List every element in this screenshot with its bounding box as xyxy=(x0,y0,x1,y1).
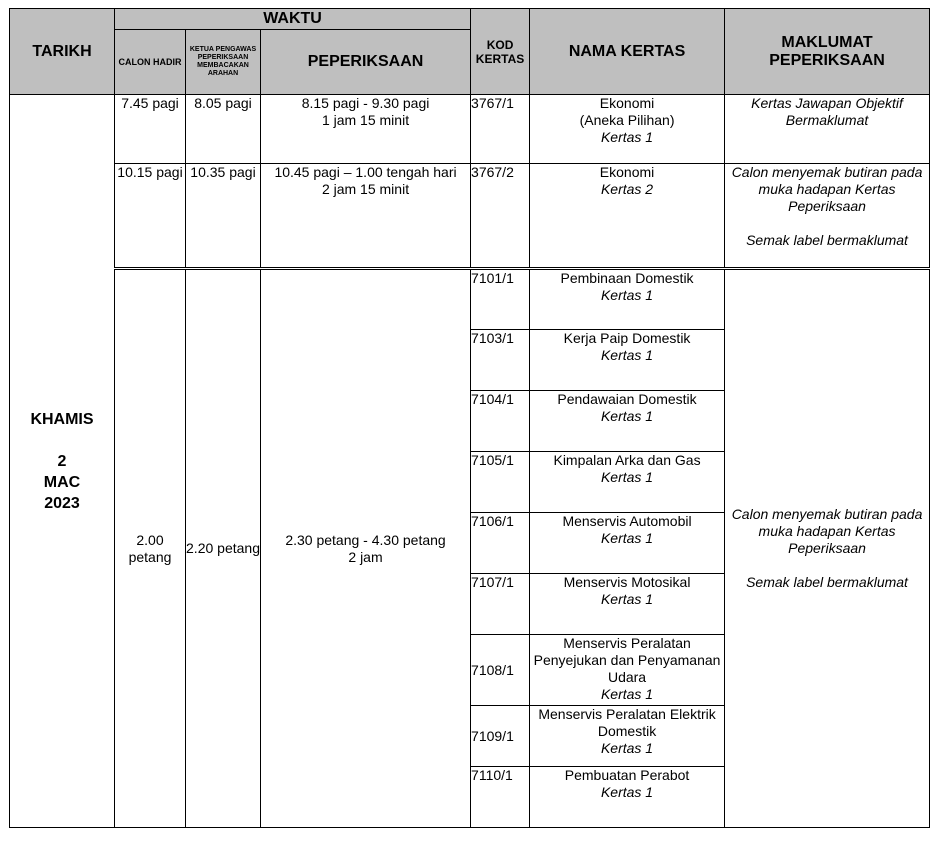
paper-title: Ekonomi xyxy=(599,164,655,180)
paper-title: Pembuatan Perabot xyxy=(564,767,690,783)
header-ketua-pengawas: KETUA PENGAWAS PEPERIKSAAN MEMBACAKAN ARAHAN xyxy=(186,30,261,95)
paper-code: 3767/1 xyxy=(471,95,530,164)
paper-title: Pendawaian Domestik xyxy=(557,391,697,407)
paper-number: Kertas 1 xyxy=(600,129,654,145)
exam-time xyxy=(261,164,471,269)
ketua-pengawas-time: 2.20 petang xyxy=(186,269,261,828)
exam-time-range: 8.15 pagi - 9.30 pagi xyxy=(301,95,430,111)
exam-duration: 1 jam 15 minit xyxy=(321,112,410,128)
paper-code: 7105/1 xyxy=(471,452,530,513)
exam-info-note: Calon menyemak butiran pada muka hadapan Kertas Peperiksaan xyxy=(731,506,923,556)
header-calon-hadir: CALON HADIR xyxy=(115,30,186,95)
paper-name xyxy=(530,269,725,330)
exam-time xyxy=(261,95,471,164)
date-number: 2 xyxy=(57,452,67,470)
header-maklumat-peperiksaan: MAKLUMAT PEPERIKSAAN xyxy=(725,9,930,95)
table-row xyxy=(10,95,930,164)
header-waktu: WAKTU xyxy=(115,9,471,30)
paper-title: Pembinaan Domestik xyxy=(560,270,694,286)
paper-name xyxy=(530,452,725,513)
paper-code: 7103/1 xyxy=(471,330,530,391)
paper-name xyxy=(530,330,725,391)
paper-number: Kertas 1 xyxy=(600,591,654,607)
paper-code: 7101/1 xyxy=(471,269,530,330)
paper-number: Kertas 2 xyxy=(600,181,654,197)
paper-title: Ekonomi xyxy=(599,95,655,111)
header-kod-kertas: KOD KERTAS xyxy=(471,9,530,95)
paper-number: Kertas 1 xyxy=(600,784,654,800)
paper-code: 3767/2 xyxy=(471,164,530,269)
paper-code: 7107/1 xyxy=(471,574,530,635)
paper-number: Kertas 1 xyxy=(600,740,654,756)
exam-info-note: Calon menyemak butiran pada muka hadapan Kertas Peperiksaan xyxy=(731,164,923,214)
paper-name xyxy=(530,767,725,828)
paper-number: Kertas 1 xyxy=(600,686,654,702)
exam-schedule-table xyxy=(9,8,930,828)
table-row xyxy=(10,269,930,330)
exam-info-label: Semak label bermaklumat xyxy=(746,232,908,248)
calon-hadir-time: 7.45 pagi xyxy=(115,95,186,164)
paper-title: Menservis Automobil xyxy=(562,513,692,529)
table-row xyxy=(10,164,930,269)
paper-name xyxy=(530,164,725,269)
exam-info xyxy=(725,269,930,828)
paper-name xyxy=(530,391,725,452)
exam-duration: 2 jam xyxy=(348,548,383,565)
paper-name xyxy=(530,95,725,164)
paper-code: 7108/1 xyxy=(471,635,530,706)
exam-date xyxy=(10,95,115,828)
paper-name xyxy=(530,513,725,574)
calon-hadir-time: 2.00 petang xyxy=(115,269,186,828)
header-tarikh: TARIKH xyxy=(10,9,115,95)
paper-number: Kertas 1 xyxy=(600,287,654,303)
paper-code: 7104/1 xyxy=(471,391,530,452)
header-peperiksaan: PEPERIKSAAN xyxy=(261,30,471,95)
ketua-pengawas-time: 10.35 pagi xyxy=(186,164,261,269)
date-day: KHAMIS xyxy=(30,410,94,428)
paper-title: Kimpalan Arka dan Gas xyxy=(553,452,701,468)
date-year: 2023 xyxy=(44,494,80,512)
exam-time-range: 10.45 pagi – 1.00 tengah hari xyxy=(274,164,457,180)
paper-title: Menservis Peralatan Elektrik Domestik xyxy=(538,706,716,739)
exam-time xyxy=(261,269,471,828)
paper-number: Kertas 1 xyxy=(600,469,654,485)
paper-number: Kertas 1 xyxy=(600,530,654,546)
calon-hadir-time: 10.15 pagi xyxy=(115,164,186,269)
paper-name xyxy=(530,574,725,635)
paper-code: 7109/1 xyxy=(471,706,530,767)
paper-code: 7106/1 xyxy=(471,513,530,574)
paper-name xyxy=(530,706,725,767)
paper-title: Kerja Paip Domestik xyxy=(563,330,691,346)
paper-title: Menservis Peralatan Penyejukan dan Penyamanan Udara xyxy=(533,635,721,685)
ketua-pengawas-time: 8.05 pagi xyxy=(186,95,261,164)
exam-info-label: Semak label bermaklumat xyxy=(746,574,908,590)
paper-number: Kertas 1 xyxy=(600,408,654,424)
exam-duration: 2 jam 15 minit xyxy=(321,181,410,197)
exam-time-range: 2.30 petang - 4.30 petang xyxy=(285,531,446,548)
paper-title: Menservis Motosikal xyxy=(563,574,691,590)
paper-name xyxy=(530,635,725,706)
paper-subtitle: (Aneka Pilihan) xyxy=(579,112,675,128)
header-nama-kertas: NAMA KERTAS xyxy=(530,9,725,95)
exam-info: Kertas Jawapan Objektif Bermaklumat xyxy=(725,95,930,164)
date-month: MAC xyxy=(43,473,81,491)
paper-number: Kertas 1 xyxy=(600,347,654,363)
exam-info xyxy=(725,164,930,269)
paper-code: 7110/1 xyxy=(471,767,530,828)
